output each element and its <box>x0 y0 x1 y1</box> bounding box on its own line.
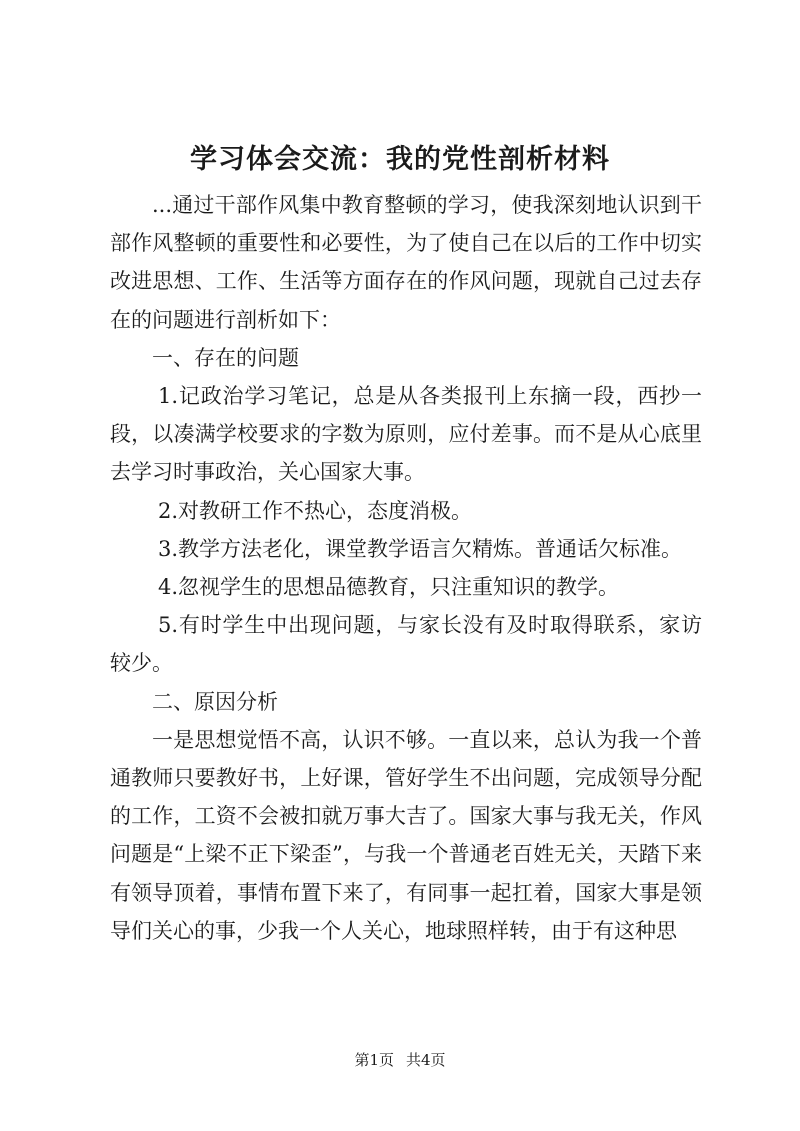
problem-item-2: 2.对教研工作不热心，态度消极。 <box>158 498 473 523</box>
problem-item-4: 4.忽视学生的思想品德教育，只注重知识的教学。 <box>158 575 620 600</box>
document-title: 学习体会交流：我的党性剖析材料 <box>190 144 610 175</box>
page-total: 共4页 <box>406 1051 446 1069</box>
problem-item-1: 1.记政治学习笔记，总是从各类报刊上东摘一段，西抄一段，以凑满学校要求的字数为原则，应付差事。而不是从心底里去学习时事政治，关心国家大事。 <box>110 384 702 485</box>
intro-paragraph: ...通过干部作风集中教育整顿的学习，使我深刻地认识到干部作风整顿的重要性和必要性，为了使自己在以后的工作中切实改进思想、工作、生活等方面存在的作风问题，现就自己过去存在的问题进行剖析如下： <box>110 193 702 332</box>
section-heading-causes: 二、原因分析 <box>152 689 278 714</box>
problem-item-3: 3.教学方法老化，课堂教学语言欠精炼。普通话欠标准。 <box>158 536 683 561</box>
analysis-paragraph-1: 一是思想觉悟不高，认识不够。一直以来，总认为我一个普通教师只要教好书，上好课，管好学生不出问题，完成领导分配的工作，工资不会被扣就万事大吉了。国家大事与我无关，作风问题是“上梁不正下梁歪”，与我一个普通老百姓无关，天踏下来有领导顶着，事情布置下来了，有同事一起扛着，国家大事是领导们关心的事，少我一个人关心，地球照样转，由于有这种思 <box>110 727 702 943</box>
page-number: 第1页 <box>354 1051 394 1069</box>
document-body <box>110 186 702 950</box>
section-heading-problems: 一、存在的问题 <box>152 345 299 370</box>
page-footer <box>0 1050 800 1070</box>
problem-item-5: 5.有时学生中出现问题，与家长没有及时取得联系，家访较少。 <box>110 613 702 676</box>
